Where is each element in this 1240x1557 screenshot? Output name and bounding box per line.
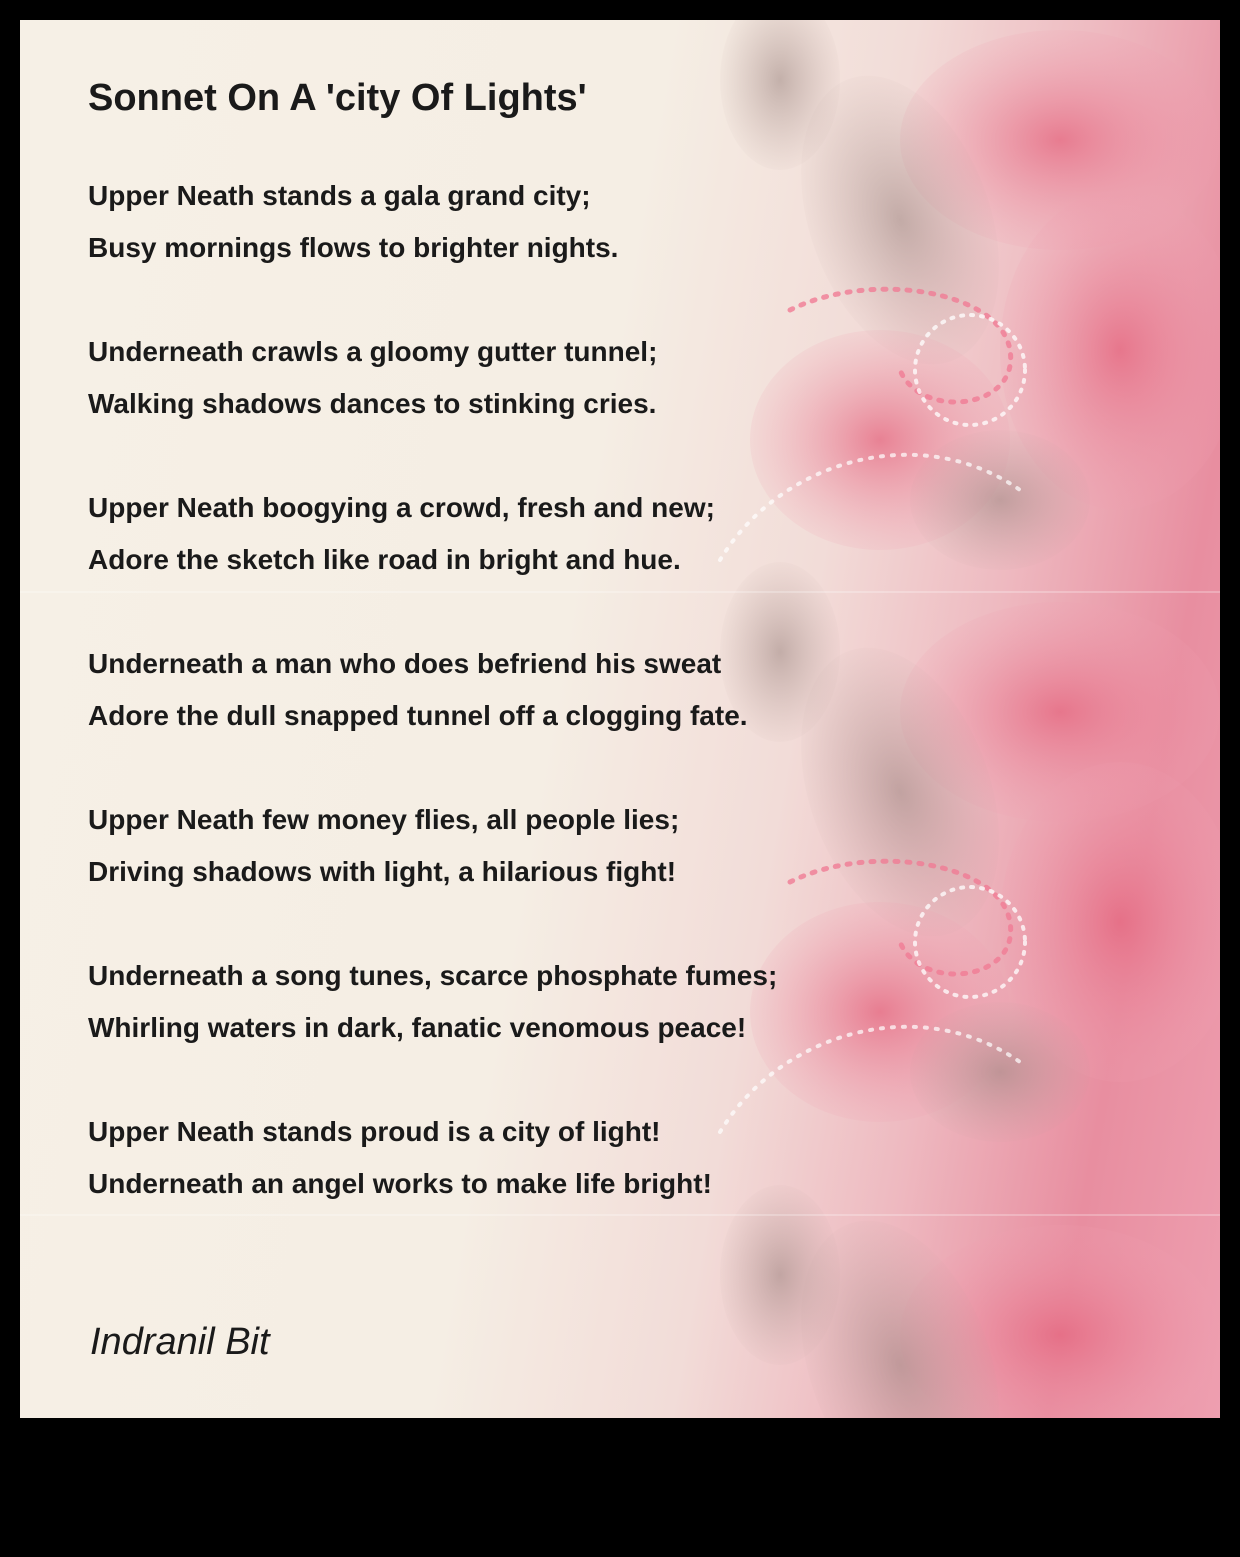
poem-line: Underneath crawls a gloomy gutter tunnel;: [88, 336, 658, 367]
poem-line: Adore the dull snapped tunnel off a clogging fate.: [88, 700, 748, 731]
poem-line: Driving shadows with light, a hilarious fight!: [88, 856, 677, 887]
stanza: [88, 326, 1088, 482]
poem-line: Underneath an angel works to make life bright!: [88, 1168, 712, 1199]
stanza: [88, 482, 1088, 638]
poem-line: Adore the sketch like road in bright and hue.: [88, 544, 681, 575]
poem-text-layer: [20, 20, 1220, 1418]
poem-title: Sonnet On A 'city Of Lights': [88, 77, 587, 119]
poem-line: Underneath a song tunes, scarce phosphate fumes;: [88, 960, 778, 991]
poem-line: Busy mornings flows to brighter nights.: [88, 232, 619, 263]
stanza: [88, 794, 1088, 950]
stanza: [88, 170, 1088, 326]
poem-author: Indranil Bit: [90, 1321, 270, 1363]
poem-line: Upper Neath stands a gala grand city;: [88, 180, 591, 211]
stanza: [88, 1106, 1088, 1262]
poem-line: Whirling waters in dark, fanatic venomous peace!: [88, 1012, 747, 1043]
poem-line: Underneath a man who does befriend his sweat: [88, 648, 722, 679]
poem-line: Upper Neath stands proud is a city of light!: [88, 1116, 661, 1147]
poem-line: Walking shadows dances to stinking cries.: [88, 388, 657, 419]
poem-line: Upper Neath few money flies, all people lies;: [88, 804, 680, 835]
stanza: [88, 950, 1088, 1106]
stanza: [88, 638, 1088, 794]
poem-card: [20, 20, 1220, 1418]
poem-body: [88, 170, 1088, 1262]
poem-line: Upper Neath boogying a crowd, fresh and new;: [88, 492, 715, 523]
